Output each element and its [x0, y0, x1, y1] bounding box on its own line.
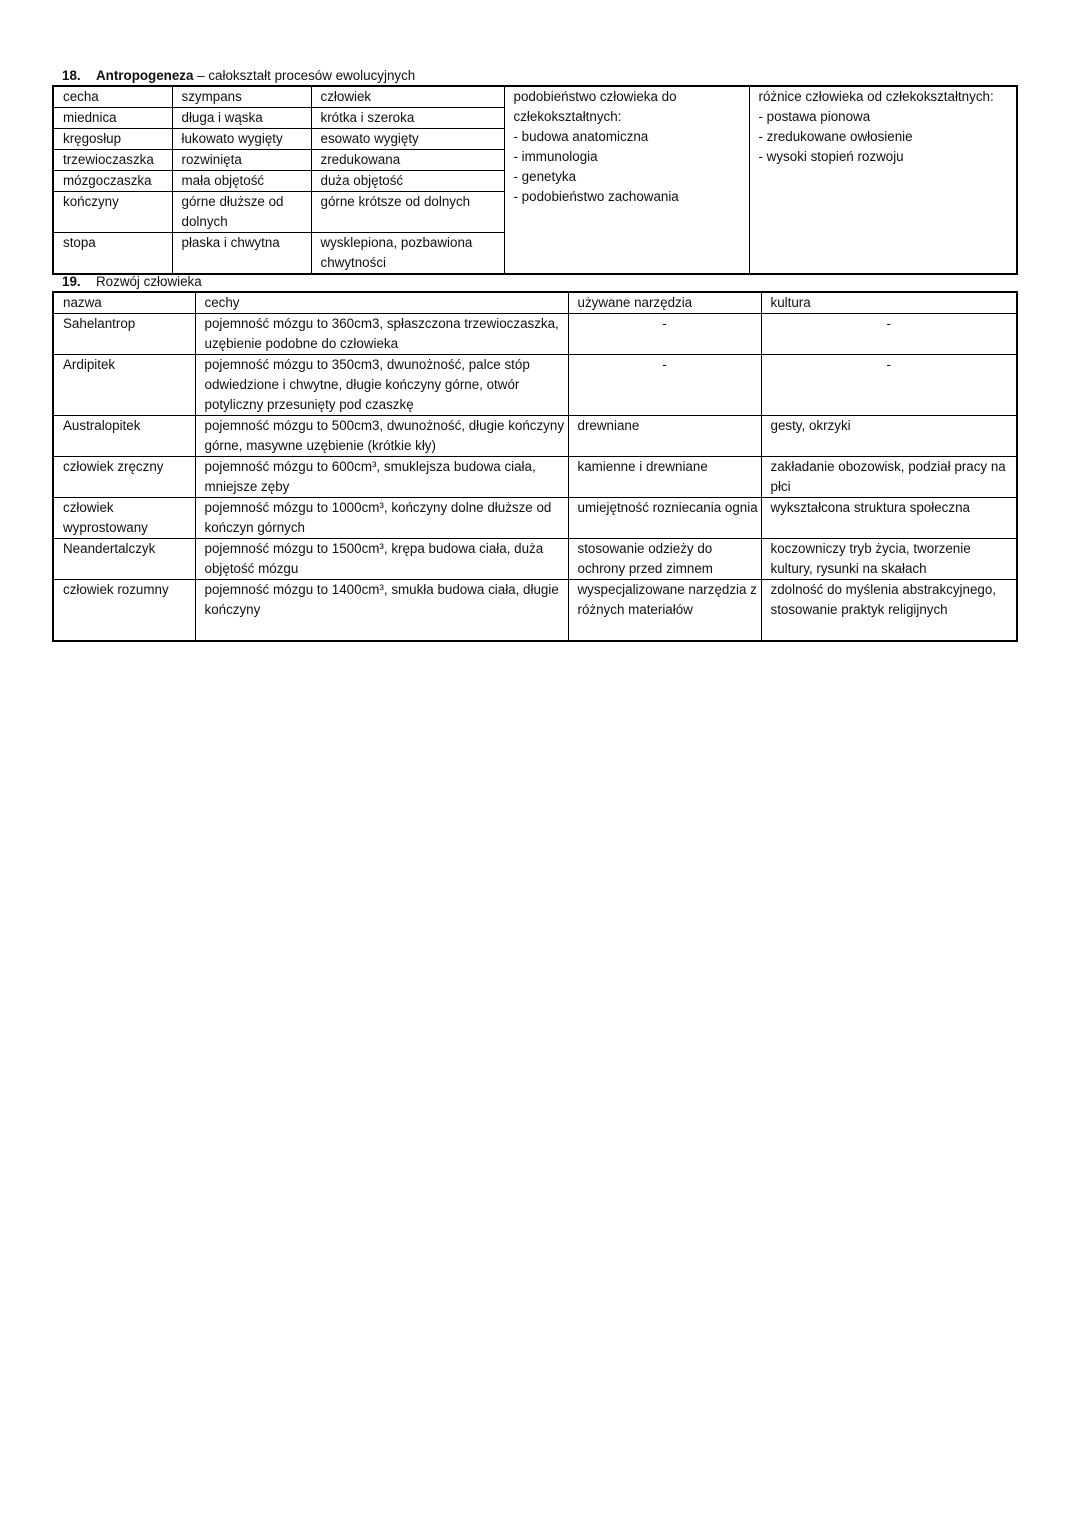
table-row — [53, 355, 1017, 416]
section-19-number: 19. — [62, 274, 81, 289]
culture-cell: - — [761, 314, 1017, 355]
name-cell: człowiek wyprostowany — [53, 498, 195, 539]
column-header: nazwa — [53, 292, 195, 314]
column-header: cecha — [53, 86, 172, 108]
section-18-title-bold: Antropogeneza — [96, 68, 194, 83]
difference-item: - zredukowane owłosienie — [758, 129, 913, 144]
table-row — [53, 498, 1017, 539]
chimp-cell: płaska i chwytna — [172, 233, 311, 275]
feature-cell: stopa — [53, 233, 172, 275]
section-19-title-text: Rozwój człowieka — [96, 274, 202, 289]
column-header: używane narzędzia — [568, 292, 761, 314]
name-cell: człowiek zręczny — [53, 457, 195, 498]
table-row — [53, 580, 1017, 641]
human-evolution-table — [52, 291, 1018, 642]
traits-cell: pojemność mózgu to 350cm3, dwunożność, palce stóp odwiedzione i chwytne, długie kończyny górne, otwór potyliczny przesunięty pod czaszkę — [195, 355, 568, 416]
difference-item: - wysoki stopień rozwoju — [758, 149, 904, 164]
name-cell: człowiek rozumny — [53, 580, 195, 641]
chimp-cell: długa i wąska — [172, 108, 311, 129]
feature-cell: kończyny — [53, 192, 172, 233]
traits-cell: pojemność mózgu to 600cm³, smuklejsza budowa ciała, mniejsze zęby — [195, 457, 568, 498]
culture-cell: - — [761, 355, 1017, 416]
table-header-row — [53, 86, 1017, 108]
table-header-row — [53, 292, 1017, 314]
difference-item: - postawa pionowa — [758, 109, 871, 124]
table-row — [53, 314, 1017, 355]
traits-cell: pojemność mózgu to 360cm3, spłaszczona trzewioczaszka, uzębienie podobne do człowieka — [195, 314, 568, 355]
column-header: cechy — [195, 292, 568, 314]
column-header: szympans — [172, 86, 311, 108]
column-header: człowiek — [311, 86, 504, 108]
feature-cell: trzewioczaszka — [53, 150, 172, 171]
culture-cell: gesty, okrzyki — [761, 416, 1017, 457]
feature-cell: miednica — [53, 108, 172, 129]
tools-cell: stosowanie odzieży do ochrony przed zimnem — [568, 539, 761, 580]
human-cell: krótka i szeroka — [311, 108, 504, 129]
name-cell: Sahelantrop — [53, 314, 195, 355]
traits-cell: pojemność mózgu to 1500cm³, krępa budowa ciała, duża objętość mózgu — [195, 539, 568, 580]
tools-cell: umiejętność rozniecania ognia — [568, 498, 761, 539]
culture-cell: zdolność do myślenia abstrakcyjnego, stosowanie praktyk religijnych — [761, 580, 1017, 641]
name-cell: Australopitek — [53, 416, 195, 457]
section-18-title-rest: – całokształt procesów ewolucyjnych — [193, 68, 416, 83]
culture-cell: wykształcona struktura społeczna — [761, 498, 1017, 539]
similarities-cell — [504, 86, 749, 274]
chimp-cell: rozwinięta — [172, 150, 311, 171]
name-cell: Neandertalczyk — [53, 539, 195, 580]
chimp-cell: łukowato wygięty — [172, 129, 311, 150]
human-cell: zredukowana — [311, 150, 504, 171]
column-header: kultura — [761, 292, 1017, 314]
table-row — [53, 416, 1017, 457]
similarity-item: - immunologia — [513, 149, 598, 164]
tools-cell: kamienne i drewniane — [568, 457, 761, 498]
differences-heading: różnice człowieka od człekokształtnych: — [758, 89, 994, 104]
section-19-title — [62, 273, 202, 291]
human-cell: duża objętość — [311, 171, 504, 192]
section-18-number: 18. — [62, 68, 81, 83]
culture-cell: zakładanie obozowisk, podział pracy na płci — [761, 457, 1017, 498]
human-cell: wysklepiona, pozbawiona chwytności — [311, 233, 504, 275]
culture-cell: koczowniczy tryb życia, tworzenie kultury, rysunki na skałach — [761, 539, 1017, 580]
tools-cell: drewniane — [568, 416, 761, 457]
similarity-item: - budowa anatomiczna — [513, 129, 649, 144]
chimp-cell: górne dłuższe od dolnych — [172, 192, 311, 233]
similarities-heading: podobieństwo człowieka do człekokształtnych: — [513, 89, 677, 124]
table-row — [53, 539, 1017, 580]
feature-cell: kręgosłup — [53, 129, 172, 150]
traits-cell: pojemność mózgu to 1000cm³, kończyny dolne dłuższe od kończyn górnych — [195, 498, 568, 539]
similarity-item: - podobieństwo zachowania — [513, 189, 679, 204]
traits-cell: pojemność mózgu to 1400cm³, smukła budowa ciała, długie kończyny — [195, 580, 568, 641]
anthropogenesis-table — [52, 85, 1018, 275]
tools-cell: wyspecjalizowane narzędzia z różnych materiałów — [568, 580, 761, 641]
similarity-item: - genetyka — [513, 169, 577, 184]
section-18-title — [62, 67, 415, 85]
human-cell: górne krótsze od dolnych — [311, 192, 504, 233]
tools-cell: - — [568, 355, 761, 416]
name-cell: Ardipitek — [53, 355, 195, 416]
traits-cell: pojemność mózgu to 500cm3, dwunożność, długie kończyny górne, masywne uzębienie (krótkie kły) — [195, 416, 568, 457]
chimp-cell: mała objętość — [172, 171, 311, 192]
human-cell: esowato wygięty — [311, 129, 504, 150]
tools-cell: - — [568, 314, 761, 355]
feature-cell: mózgoczaszka — [53, 171, 172, 192]
differences-cell — [749, 86, 1017, 274]
table-row — [53, 457, 1017, 498]
